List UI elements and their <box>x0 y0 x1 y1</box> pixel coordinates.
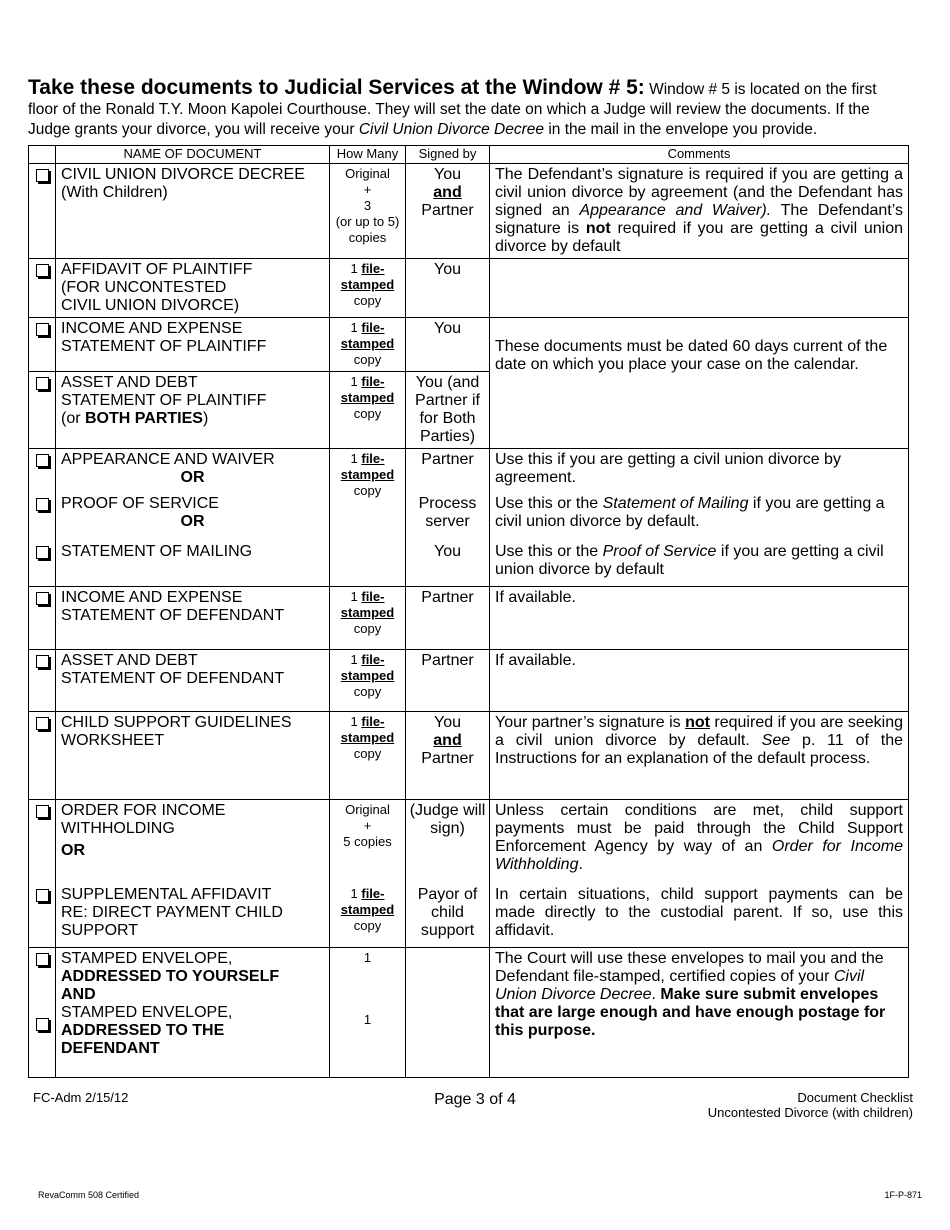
doc-name: CIVIL UNION DIVORCE DECREE (With Children) <box>56 164 330 259</box>
revacomm-label: RevaComm 508 Certified <box>38 1190 140 1200</box>
table-row <box>29 493 909 541</box>
comment: Use this if you are getting a civil union divorce by agreement. <box>490 449 909 493</box>
how-many: Original + 3 (or up to 5) copies <box>330 164 406 259</box>
table-row <box>29 800 909 884</box>
checkbox[interactable] <box>36 377 49 390</box>
checkbox[interactable] <box>36 498 49 511</box>
doc-name: INCOME AND EXPENSE STATEMENT OF PLAINTIFF <box>56 318 330 372</box>
page-number: Page 3 of 4 <box>434 1091 516 1108</box>
comment: Your partner’s signature is not required if you are seeking a civil union divorce by default. See p. 11 of the Instructions for an explanation of the default process. <box>490 712 909 800</box>
table-row <box>29 541 909 587</box>
intro-paragraph <box>28 78 910 140</box>
how-many: 1 file- stamped copy <box>330 372 406 449</box>
header-signed-by: Signed by <box>406 146 490 164</box>
how-many: Original + 5 copies <box>330 800 406 884</box>
checkbox[interactable] <box>36 546 49 559</box>
comment: If available. <box>490 587 909 650</box>
table-header-row <box>29 146 909 164</box>
intro-text-2: in the mail in the envelope you provide. <box>544 121 818 138</box>
table-row <box>29 712 909 800</box>
document-checklist-table <box>28 145 909 1078</box>
comment: If available. <box>490 650 909 712</box>
doc-name: APPEARANCE AND WAIVER OR <box>56 449 330 493</box>
header-comments: Comments <box>490 146 909 164</box>
signed-by <box>406 948 490 1078</box>
table-row <box>29 884 909 948</box>
how-many: 1 file- stamped copy <box>330 449 406 587</box>
how-many: 1 file- stamped copy <box>330 259 406 318</box>
how-many: 1 file- stamped copy <box>330 318 406 372</box>
how-many: 1 1 <box>330 948 406 1078</box>
doc-name: CHILD SUPPORT GUIDELINES WORKSHEET <box>56 712 330 800</box>
checkbox[interactable] <box>36 655 49 668</box>
checkbox[interactable] <box>36 717 49 730</box>
doc-name: ASSET AND DEBT STATEMENT OF DEFENDANT <box>56 650 330 712</box>
checkbox[interactable] <box>36 592 49 605</box>
comment: Unless certain conditions are met, child support payments must be paid through the Child Support Enforcement Agency by way of an Order for Income Withholding. <box>490 800 909 884</box>
checkbox[interactable] <box>36 323 49 336</box>
table-row <box>29 449 909 493</box>
checkbox[interactable] <box>36 889 49 902</box>
header-name: NAME OF DOCUMENT <box>56 146 330 164</box>
how-many: 1 file- stamped copy <box>330 650 406 712</box>
doc-name: ASSET AND DEBT STATEMENT OF PLAINTIFF (or BOTH PARTIES) <box>56 372 330 449</box>
document-title: Document Checklist Uncontested Divorce (with children) <box>707 1090 913 1120</box>
signed-by: Process server <box>406 493 490 541</box>
table-row <box>29 587 909 650</box>
table-row <box>29 650 909 712</box>
checkbox[interactable] <box>36 169 49 182</box>
doc-name: SUPPLEMENTAL AFFIDAVIT RE: DIRECT PAYMENT CHILD SUPPORT <box>56 884 330 948</box>
comment <box>490 259 909 318</box>
checkbox[interactable] <box>36 953 49 966</box>
doc-name: PROOF OF SERVICE OR <box>56 493 330 541</box>
signed-by: You <box>406 318 490 372</box>
signed-by: You and Partner <box>406 164 490 259</box>
signed-by: Payor of child support <box>406 884 490 948</box>
intro-heading: Take these documents to Judicial Services at the Window # 5: <box>28 76 645 99</box>
how-many: 1 file- stamped copy <box>330 884 406 948</box>
signed-by: Partner <box>406 449 490 493</box>
how-many: 1 file- stamped copy <box>330 587 406 650</box>
table-row <box>29 259 909 318</box>
form-code: 1F-P-871 <box>884 1190 922 1200</box>
checkbox[interactable] <box>36 805 49 818</box>
comment: The Defendant’s signature is required if you are getting a civil union divorce by agreement (and the Defendant has signed an Appearance and Waiver). The Defendant’s signature is not required if you are getting a civil union divorce by default <box>490 164 909 259</box>
comment: Use this or the Proof of Service if you are getting a civil union divorce by default <box>490 541 909 587</box>
how-many: 1 file- stamped copy <box>330 712 406 800</box>
signed-by: (Judge will sign) <box>406 800 490 884</box>
signed-by: Partner <box>406 650 490 712</box>
signed-by: You <box>406 541 490 587</box>
signed-by: You and Partner <box>406 712 490 800</box>
checkbox[interactable] <box>36 1018 49 1031</box>
doc-name: INCOME AND EXPENSE STATEMENT OF DEFENDANT <box>56 587 330 650</box>
comment: Use this or the Statement of Mailing if you are getting a civil union divorce by default. <box>490 493 909 541</box>
comment: These documents must be dated 60 days current of the date on which you place your case on the calendar. <box>490 318 909 449</box>
signed-by: You <box>406 259 490 318</box>
form-number: FC-Adm 2/15/12 <box>33 1090 129 1105</box>
intro-decree: Civil Union Divorce Decree <box>358 121 545 138</box>
doc-name: ORDER FOR INCOME WITHHOLDING OR <box>56 800 330 884</box>
comment: The Court will use these envelopes to mail you and the Defendant file-stamped, certified copies of your Civil Union Divorce Decree. Make sure submit envelopes that are large enough and have enough postage for this purpose. <box>490 948 909 1078</box>
table-row <box>29 948 909 1078</box>
doc-name: STAMPED ENVELOPE, ADDRESSED TO YOURSELF AND STAMPED ENVELOPE, ADDRESSED TO THE DEFENDANT <box>56 948 330 1078</box>
intro-text-1: Window # 5 is located on the first floor of the Ronald T.Y. Moon Kapolei Courthouse. They will set the date on which a Judge will review the documents. If the Judge grants your divorce, you will receive your <box>28 81 877 138</box>
signed-by: You (and Partner if for Both Parties) <box>406 372 490 449</box>
header-how-many: How Many <box>330 146 406 164</box>
doc-name: STATEMENT OF MAILING <box>56 541 330 587</box>
signed-by: Partner <box>406 587 490 650</box>
checkbox[interactable] <box>36 454 49 467</box>
doc-name: AFFIDAVIT OF PLAINTIFF (FOR UNCONTESTED CIVIL UNION DIVORCE) <box>56 259 330 318</box>
header-checkbox <box>29 146 56 164</box>
table-row <box>29 164 909 259</box>
checkbox[interactable] <box>36 264 49 277</box>
table-row <box>29 318 909 372</box>
comment: In certain situations, child support payments can be made directly to the custodial parent. If so, use this affidavit. <box>490 884 909 948</box>
